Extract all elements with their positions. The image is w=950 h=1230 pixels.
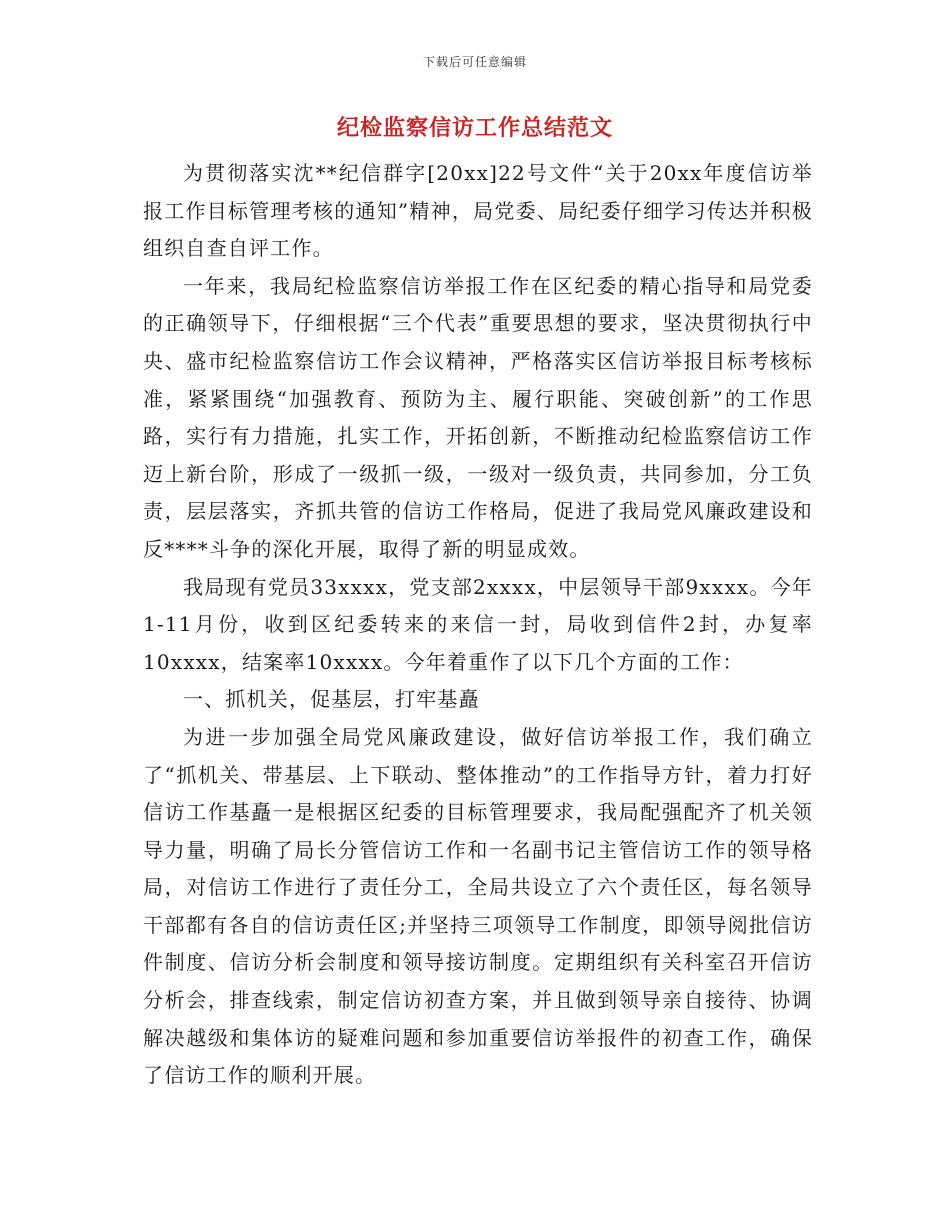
paragraph-statistics: 我局现有党员33xxxx，党支部2xxxx，中层领导干部9xxxx。今年1-11月份，收到区纪委转来的来信一封，局收到信件2封，办复率10xxxx，结案率10xxxx。今年着重作了以下几个方面的工作： [143,574,813,674]
paragraph-section-1: 为进一步加强全局党风廉政建设，做好信访举报工作，我们确立了“抓机关、带基层、上下联动、整体推动”的工作指导方针，着力打好信访工作基矗一是根据区纪委的目标管理要求，我局配强配齐了机关领导力量，明确了局长分管信访工作和一名副书记主管信访工作的领导格局，对信访工作进行了责任分工，全局共设立了六个责任区，每名领导干部都有各自的信访责任区;并坚持三项领导工作制度，即领导阅批信访件制度、信访分析会制度和领导接访制度。定期组织有关科室召开信访分析会，排查线索，制定信访初查方案，并且做到领导亲自接待、协调解决越级和集体访的疑难问题和参加重要信访举报件的初查工作，确保了信访工作的顺利开展。 [143,724,813,1088]
paragraph-overview: 一年来，我局纪检监察信访举报工作在区纪委的精心指导和局党委的正确领导下，仔细根据“三个代表”重要思想的要求，坚决贯彻执行中央、盛市纪检监察信访工作会议精神，严格落实区信访举报目标考核标准，紧紧围绕“加强教育、预防为主、履行职能、突破创新”的工作思路，实行有力措施，扎实工作，开拓创新，不断推动纪检监察信访工作迈上新台阶，形成了一级抓一级，一级对一级负责，共同参加，分工负责，层层落实，齐抓共管的信访工作格局，促进了我局党风廉政建设和反****斗争的深化开展，取得了新的明显成效。 [143,273,813,561]
paragraph-intro: 为贯彻落实沈**纪信群字[20xx]22号文件“关于20xx年度信访举报工作目标管理考核的通知”精神，局党委、局纪委仔细学习传达并积极组织自查自评工作。 [143,161,813,261]
section-heading-1: 一、抓机关，促基层，打牢基矗 [183,687,480,712]
header-note: 下载后可任意编辑 [422,55,527,69]
document-body [143,155,813,1095]
document-title: 纪检监察信访工作总结范文 [336,116,613,141]
